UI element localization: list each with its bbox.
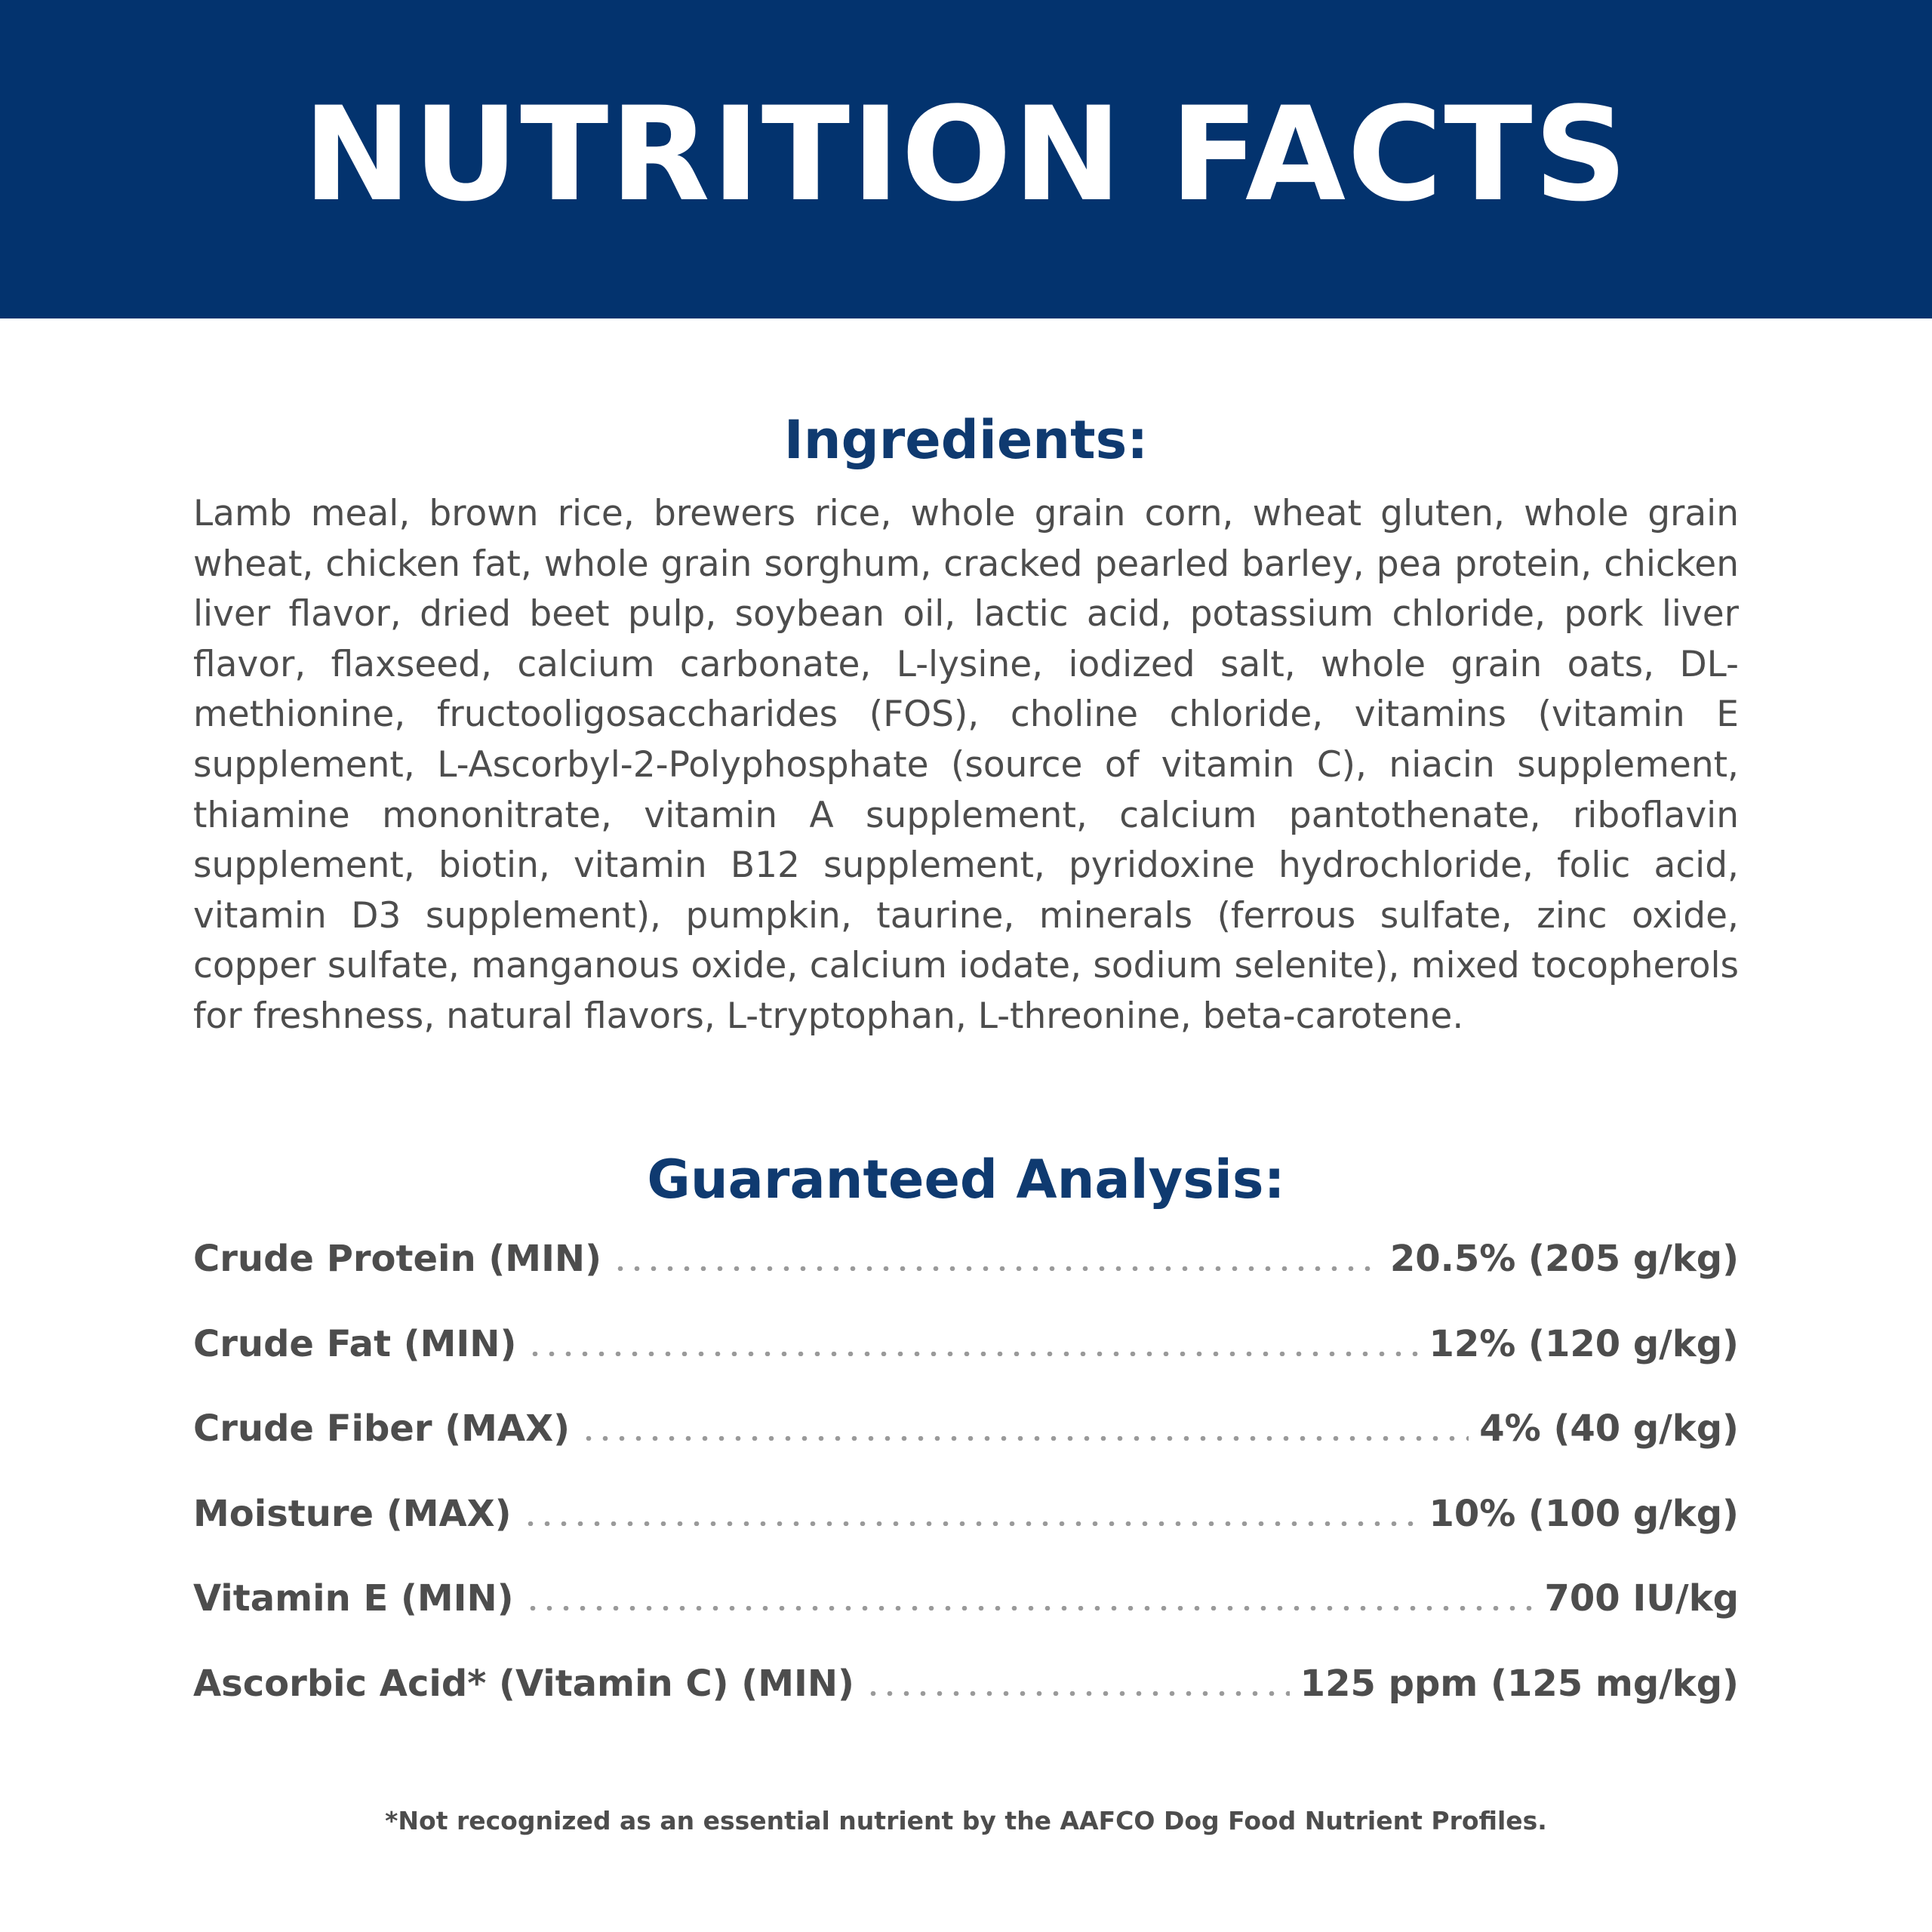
analysis-row-vitamin-e — [193, 1577, 1739, 1666]
guaranteed-analysis-table — [193, 1238, 1739, 1750]
analysis-label: Moisture (MAX) — [193, 1492, 512, 1535]
dot-leader — [580, 1436, 1469, 1441]
analysis-value: 700 IU/kg — [1544, 1577, 1739, 1620]
ingredients-text: Lamb meal, brown rice, brewers rice, whole grain corn, wheat gluten, whole grain wheat, chicken fat, whole grain sorghum, cracked pearled barley, pea protein, chicken liver flavor, dried beet pulp, soybean oil, lactic acid, potassium chloride, pork liver flavor, flaxseed, calcium carbonate, L-lysine, iodized salt, whole grain oats, DL-methionine, fructooligosaccharides (FOS), choline chloride, vitamins (vitamin E supplement, L-Ascorbyl-2-Polyphosphate (source of vitamin C), niacin supplement, thiamine mononitrate, vitamin A supplement, calcium pantothenate, riboflavin supplement, biotin, vitamin B12 supplement, pyridoxine hydrochloride, folic acid, vitamin D3 supplement), pumpkin, taurine, minerals (ferrous sulfate, zinc oxide, copper sulfate, manganous oxide, calcium iodate, sodium selenite), mixed tocopherols for freshness, natural flavors, L-tryptophan, L-threonine, beta-carotene. — [193, 493, 1739, 1037]
analysis-row-crude-fiber — [193, 1407, 1739, 1496]
header-banner — [0, 0, 1932, 318]
analysis-value: 10% (100 g/kg) — [1429, 1492, 1739, 1535]
dot-leader — [525, 1606, 1534, 1611]
analysis-row-crude-fat — [193, 1322, 1739, 1411]
footnote: *Not recognized as an essential nutrient by the AAFCO Dog Food Nutrient Profiles. — [385, 1806, 1547, 1835]
dot-leader — [527, 1352, 1418, 1356]
dot-leader — [612, 1266, 1380, 1271]
analysis-label: Crude Fiber (MAX) — [193, 1407, 571, 1450]
analysis-row-crude-protein — [193, 1238, 1739, 1326]
dot-leader — [865, 1691, 1290, 1696]
analysis-value: 125 ppm (125 mg/kg) — [1300, 1662, 1739, 1705]
analysis-row-moisture — [193, 1492, 1739, 1581]
ingredients-heading: Ingredients: — [783, 409, 1149, 471]
analysis-label: Vitamin E (MIN) — [193, 1577, 514, 1620]
analysis-value: 20.5% (205 g/kg) — [1389, 1238, 1739, 1280]
analysis-label: Ascorbic Acid* (Vitamin C) (MIN) — [193, 1662, 854, 1705]
page-title: NUTRITION FACTS — [303, 78, 1629, 230]
analysis-value: 12% (120 g/kg) — [1429, 1322, 1739, 1365]
analysis-value: 4% (40 g/kg) — [1479, 1407, 1739, 1450]
analysis-label: Crude Protein (MIN) — [193, 1238, 602, 1280]
dot-leader — [522, 1521, 1419, 1526]
analysis-row-ascorbic-acid — [193, 1662, 1739, 1751]
guaranteed-analysis-heading: Guaranteed Analysis: — [647, 1149, 1285, 1211]
analysis-label: Crude Fat (MIN) — [193, 1322, 517, 1365]
